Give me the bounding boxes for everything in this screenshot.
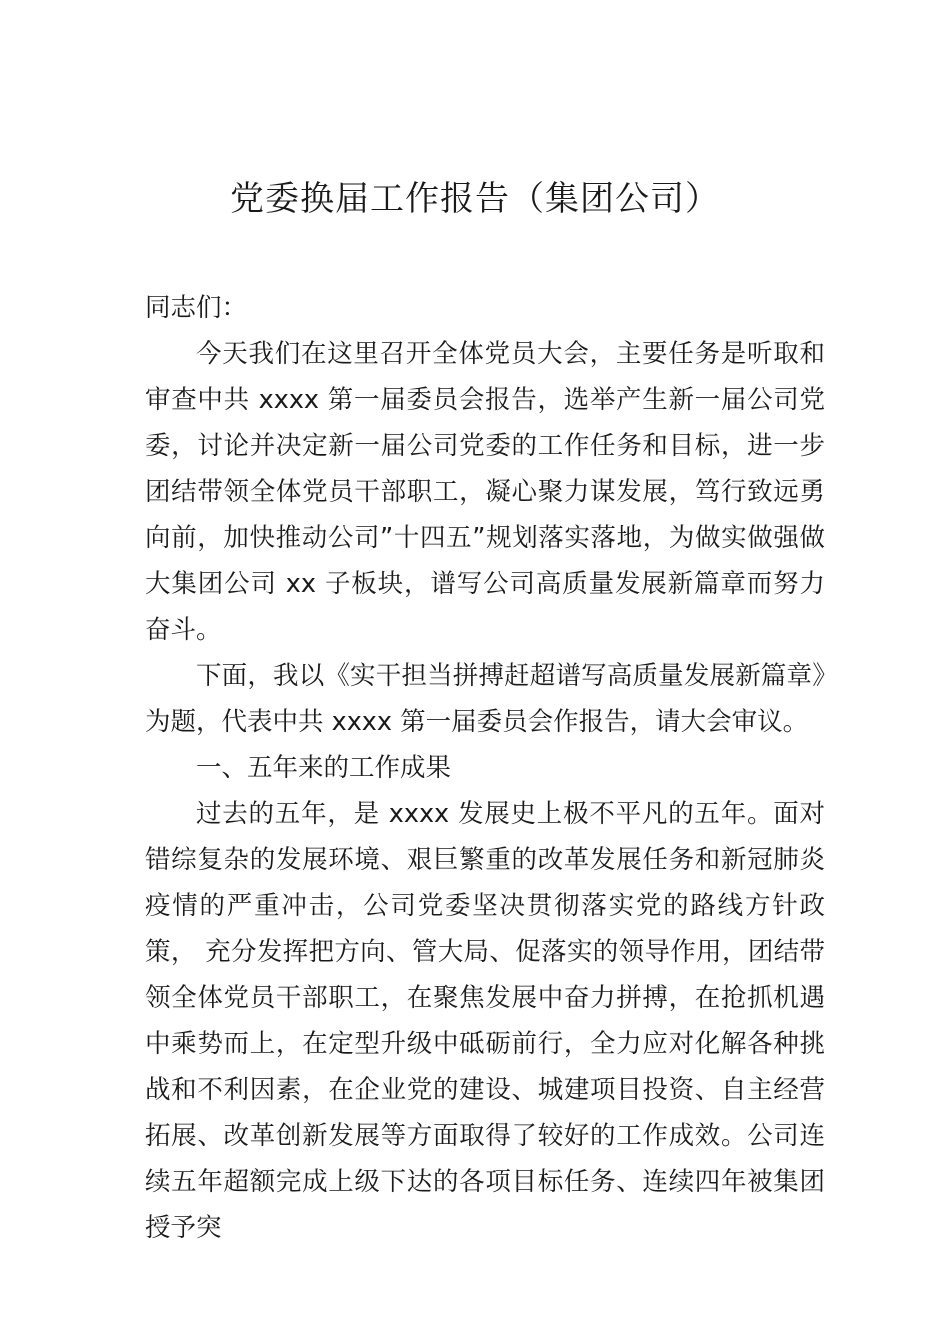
paragraph-report-topic: 下面，我以《实干担当拼搏赶超谱写高质量发展新篇章》为题，代表中共 xxxx 第一届委员会作报告，请大会审议。 — [145, 661, 825, 737]
document-title: 党委换届工作报告（集团公司） — [230, 179, 720, 219]
salutation: 同志们： — [145, 293, 248, 323]
document-body — [145, 285, 825, 1251]
section-heading: 一、五年来的工作成果 — [196, 753, 452, 783]
paragraph-opening: 今天我们在这里召开全体党员大会，主要任务是听取和审查中共 xxxx 第一届委员会报告，选举产生新一届公司党委，讨论并决定新一届公司党委的工作任务和目标，进一步团结带领全体党员干部职工，凝心聚力谋发展，笃行致远勇向前，加快推动公司”十四五”规划落实落地，为做实做强做大集团公司 xx 子板块，谱写公司高质量发展新篇章而努力奋斗。 — [145, 339, 825, 645]
paragraph-achievements: 过去的五年，是 xxxx 发展史上极不平凡的五年。面对错综复杂的发展环境、艰巨繁重的改革发展任务和新冠肺炎疫情的严重冲击，公司党委坚决贯彻落实党的路线方针政策， 充分发挥把方向、管大局、促落实的领导作用，团结带领全体党员干部职工，在聚焦发展中奋力拼搏，在抢抓机遇中乘势而上，在定型升级中砥砺前行，全力应对化解各种挑战和不利因素，在企业党的建设、城建项目投资、自主经营拓展、改革创新发展等方面取得了较好的工作成效。公司连续五年超额完成上级下达的各项目标任务、连续四年被集团授予突 — [145, 799, 825, 1243]
